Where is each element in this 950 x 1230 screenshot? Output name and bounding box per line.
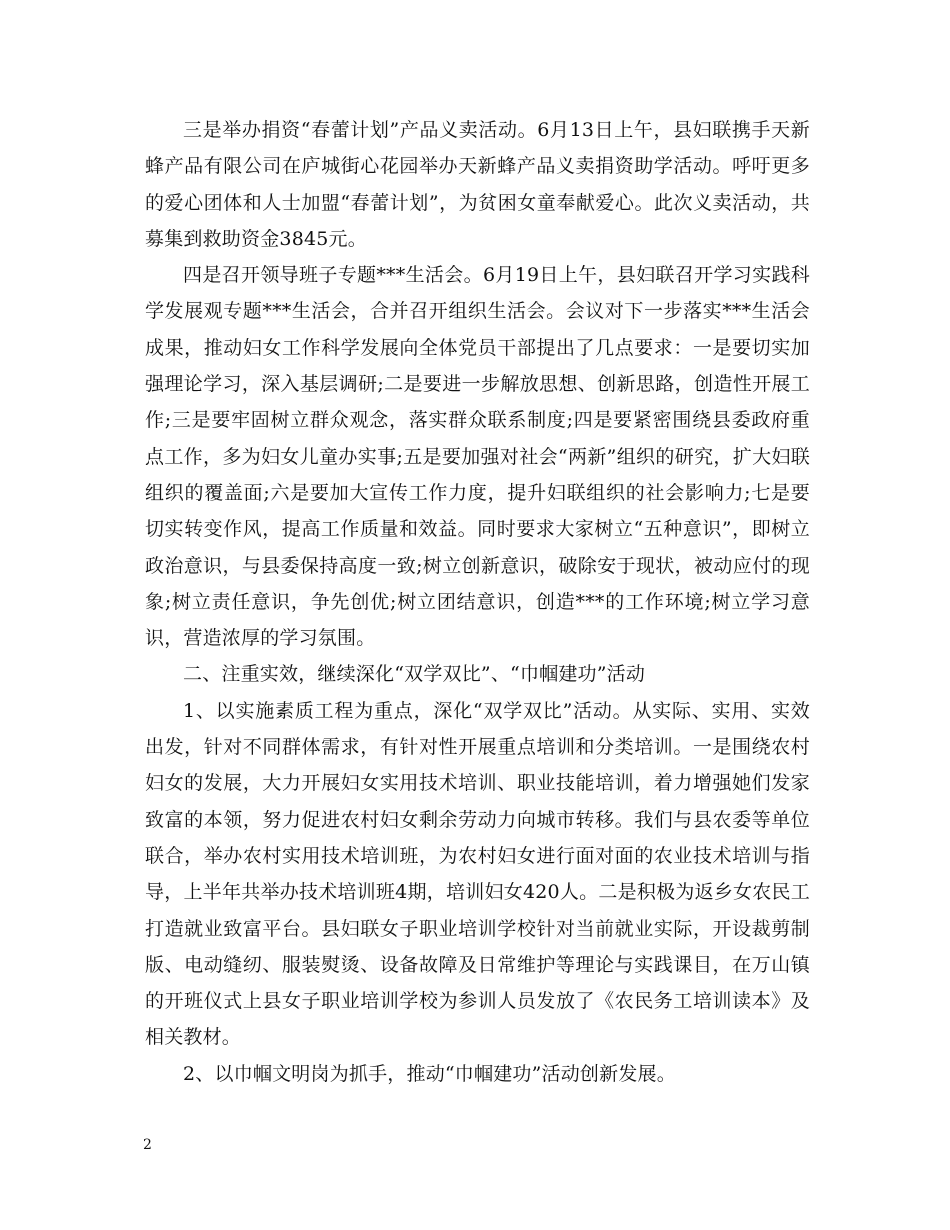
section-heading-two: 二、注重实效，继续深化“双学双比”、“巾帼建功”活动	[183, 663, 646, 686]
page-number: 2	[143, 1137, 152, 1153]
document-body	[145, 112, 810, 1092]
paragraph-quality-project: 1、以实施素质工程为重点，深化“双学双比”活动。从实际、实用、实效出发，针对不同群体需求，有针对性开展重点培训和分类培训。一是围绕农村妇女的发展，大力开展妇女实用技术培训、职业技能培训，着力增强她们发家致富的本领，努力促进农村妇女剩余劳动力向城市转移。我们与县农委等单位联合，举办农村实用技术培训班，为农村妇女进行面对面的农业技术培训与指导，上半年共举办技术培训班4期，培训妇女420人。二是积极为返乡女农民工打造就业致富平台。县妇联女子职业培训学校针对当前就业实际，开设裁剪制版、电动缝纫、服装熨烫、设备故障及日常维护等理论与实践课目，在万山镇的开班仪式上县女子职业培训学校为参训人员发放了《农民务工培训读本》及相关教材。	[145, 699, 810, 1049]
paragraph-civilized-post: 2、以巾帼文明岗为抓手，推动“巾帼建功”活动创新发展。	[183, 1062, 676, 1085]
paragraph-leadership-meeting: 四是召开领导班子专题***生活会。6月19日上午，县妇联召开学习实践科学发展观专题***生活会，合并召开组织生活会。会议对下一步落实***生活会成果，推动妇女工作科学发展向全体党员干部提出了几点要求：一是要切实加强理论学习，深入基层调研;二是要进一步解放思想、创新思路，创造性开展工作;三是要牢固树立群众观念，落实群众联系制度;四是要紧密围绕县委政府重点工作，多为妇女儿童办实事;五是要加强对社会“两新”组织的研究，扩大妇联组织的覆盖面;六是要加大宣传工作力度，提升妇联组织的社会影响力;七是要切实转变作风，提高工作质量和效益。同时要求大家树立“五种意识”，即树立政治意识，与县委保持高度一致;树立创新意识，破除安于现状，被动应付的现象;树立责任意识，争先创优;树立团结意识，创造***的工作环境;树立学习意识，营造浓厚的学习氛围。	[145, 264, 810, 650]
paragraph-charity-sale: 三是举办捐资“春蕾计划”产品义卖活动。6月13日上午，县妇联携手天新蜂产品有限公司在庐城街心花园举办天新蜂产品义卖捐资助学活动。呼吁更多的爱心团体和人士加盟“春蕾计划”，为贫困女童奉献爱心。此次义卖活动，共募集到救助资金3845元。	[145, 119, 810, 250]
